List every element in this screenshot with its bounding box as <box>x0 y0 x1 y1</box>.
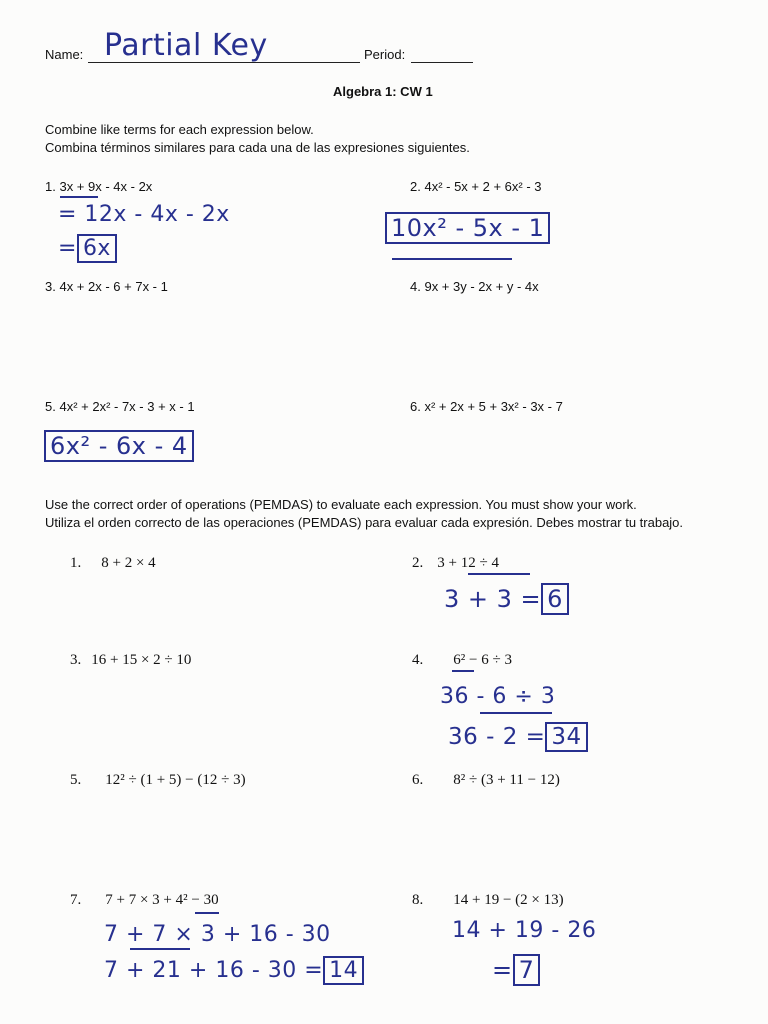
s2-p2-answer-box: 6 <box>541 583 569 615</box>
s2-p7-step-underline <box>130 948 190 950</box>
section1-instructions-es: Combina términos similares para cada una de las expresiones siguientes. <box>45 140 470 155</box>
s1-problem-5: 5. 4x² + 2x² - 7x - 3 + x - 1 <box>45 399 195 414</box>
s2-p8-work-step1: 14 + 19 - 26 <box>452 918 597 943</box>
s2-p4-work-step2: 36 - 2 = 34 <box>448 724 588 750</box>
s2-p4-answer-box: 34 <box>545 722 587 752</box>
s1-problem-4: 4. 9x + 3y - 2x + y - 4x <box>410 279 539 294</box>
s1-p5-answer-box: 6x² - 6x - 4 <box>44 430 194 462</box>
s1-problem-3: 3. 4x + 2x - 6 + 7x - 1 <box>45 279 168 294</box>
s2-p2-underline <box>468 573 530 575</box>
section2-instructions-en: Use the correct order of operations (PEMDAS) to evaluate each expression. You must show your work. <box>45 497 637 512</box>
s2-problem-1: 1. 8 + 2 × 4 <box>70 555 156 571</box>
s2-p7-underline <box>195 912 219 914</box>
s2-problem-8: 8. 14 + 19 − (2 × 13) <box>412 892 564 908</box>
s1-problem-2: 2. 4x² - 5x + 2 + 6x² - 3 <box>410 179 542 194</box>
s2-p2-work: 3 + 3 = 6 <box>444 585 569 613</box>
s2-p4-step-underline <box>480 712 552 714</box>
period-line <box>411 62 473 63</box>
name-label: Name: <box>45 47 84 62</box>
page-title: Algebra 1: CW 1 <box>333 84 433 99</box>
s1-p2-answer-underline <box>392 258 512 260</box>
s1-problem-1: 1. 3x + 9x - 4x - 2x <box>45 179 153 194</box>
s1-p5-work-answer <box>44 432 194 460</box>
s2-p8-work-answer: = 7 <box>492 956 540 984</box>
s2-problem-6: 6. 8² ÷ (3 + 11 − 12) <box>412 772 560 788</box>
s2-p7-work-step1: 7 + 7 × 3 + 16 - 30 <box>104 922 331 947</box>
s2-p4-underline <box>452 670 474 672</box>
s1-problem-6: 6. x² + 2x + 5 + 3x² - 3x - 7 <box>410 399 563 414</box>
s2-p7-answer-box: 14 <box>323 956 364 985</box>
s1-p1-work-step: = 12x - 4x - 2x <box>58 202 230 227</box>
s2-p8-answer-box: 7 <box>513 954 541 986</box>
s1-p1-underline <box>60 196 98 198</box>
s2-problem-4: 4. 6² − 6 ÷ 3 <box>412 652 512 668</box>
name-handwriting: Partial Key <box>104 28 268 63</box>
section1-instructions-en: Combine like terms for each expression below. <box>45 122 314 137</box>
s2-p4-work-step1: 36 - 6 ÷ 3 <box>440 684 556 709</box>
s2-problem-5: 5. 12² ÷ (1 + 5) − (12 ÷ 3) <box>70 772 246 788</box>
s2-problem-7: 7. 7 + 7 × 3 + 4² − 30 <box>70 892 219 908</box>
s2-problem-3: 3. 16 + 15 × 2 ÷ 10 <box>70 652 192 668</box>
section2-instructions-es: Utiliza el orden correcto de las operaciones (PEMDAS) para evaluar cada expresión. Debes mostrar tu trabajo. <box>45 515 684 530</box>
s1-p1-answer-box: 6x <box>77 234 117 263</box>
s2-p7-work-step2: 7 + 21 + 16 - 30 = 14 <box>104 958 364 983</box>
s1-p1-work-answer: = 6x <box>58 236 117 261</box>
s2-problem-2: 2. 3 + 12 ÷ 4 <box>412 555 499 571</box>
s1-p2-answer-box: 10x² - 5x - 1 <box>385 212 550 244</box>
period-label: Period: <box>364 47 406 62</box>
s1-p2-work-answer <box>385 214 550 242</box>
